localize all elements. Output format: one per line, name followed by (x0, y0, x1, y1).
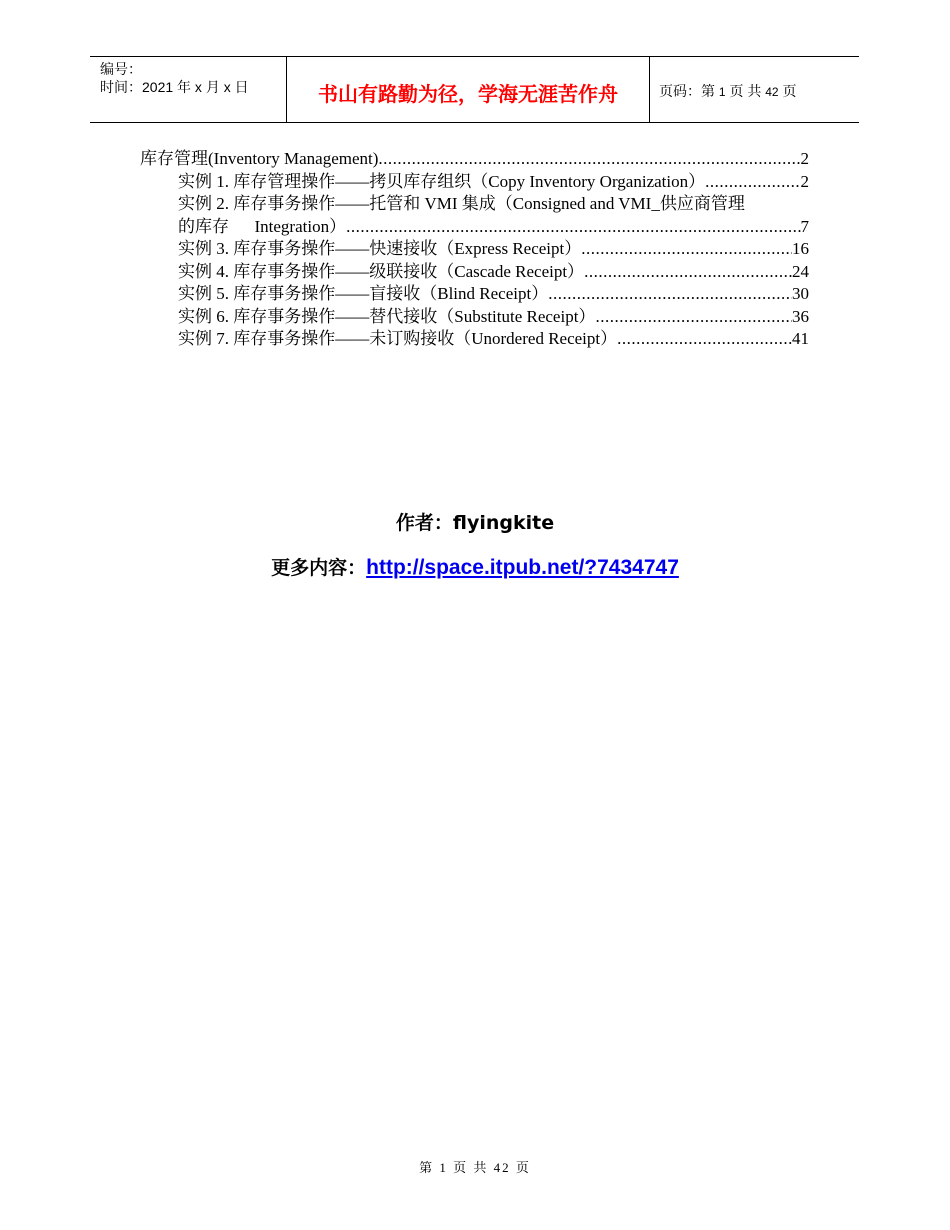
header-page-end: 页 (782, 83, 797, 99)
toc-entry[interactable] (178, 324, 809, 346)
header-top-rule (90, 56, 859, 57)
toc-entry-title: 实例 7. 库存事务操作——未订购接收（Unordered Receipt） (178, 329, 618, 348)
toc-entry-title: 实例 1. 库存管理操作——拷贝库存组织（Copy Inventory Organization） (178, 172, 706, 191)
toc-entry-title: 的库存 Integration） (178, 217, 347, 236)
page-footer: 第 1 页 共 42 页 (419, 1160, 531, 1175)
header-page-counter (659, 81, 797, 101)
header-page-label: 页码：第 (659, 83, 715, 99)
header-time-label: 时间：2021 年 x 月 x 日 (100, 79, 249, 95)
header-page-current: 1 (718, 85, 726, 99)
toc-entry-title: 实例 4. 库存事务操作——级联接收（Cascade Receipt） (178, 262, 585, 281)
toc-entry[interactable] (178, 234, 809, 256)
header-number-label: 编号： (100, 61, 142, 77)
more-content-line (0, 553, 950, 580)
toc-entry-page: 7 (800, 217, 809, 236)
toc-entry[interactable] (178, 257, 809, 279)
toc-leader-dots (617, 329, 792, 349)
toc-entry[interactable] (178, 279, 809, 301)
header-bottom-rule (90, 122, 859, 123)
toc-entry-page: 2 (800, 149, 809, 168)
toc-entry-page: 41 (792, 329, 809, 348)
toc-leader-dots (548, 284, 792, 304)
toc-entry-page: 36 (792, 307, 809, 326)
header-divider-right (649, 56, 650, 123)
toc-entry-page: 30 (792, 284, 809, 303)
toc-entry-title: 实例 6. 库存事务操作——替代接收（Substitute Receipt） (178, 307, 596, 326)
toc-entry[interactable] (178, 302, 809, 324)
header-motto: 书山有路勤为径，学海无涯苦作舟 (318, 82, 618, 106)
author-line: 作者：flyingkite (395, 512, 555, 534)
toc-entry[interactable] (140, 144, 809, 166)
more-content-label: 更多内容： (271, 557, 367, 579)
toc-entry-page: 24 (792, 262, 809, 281)
toc-leader-dots (378, 149, 800, 169)
header-page-total: 42 (765, 85, 779, 99)
toc-entry-title: 库存管理(Inventory Management) (140, 149, 379, 168)
toc-entry[interactable] (178, 189, 809, 211)
header-info (100, 60, 249, 96)
toc-entry[interactable] (178, 167, 809, 189)
toc-entry-page: 2 (800, 172, 809, 191)
toc-entry-title: 实例 3. 库存事务操作——快速接收（Express Receipt） (178, 239, 582, 258)
toc-entry-continued[interactable] (178, 212, 809, 234)
toc-leader-dots (581, 239, 792, 259)
toc-entry-title: 实例 5. 库存事务操作——盲接收（Blind Receipt） (178, 284, 549, 303)
toc-entry-page: 16 (792, 239, 809, 258)
toc-entry-title: 实例 2. 库存事务操作——托管和 VMI 集成（Consigned and VMI_供应商管理 (178, 194, 745, 213)
header-page-mid: 页 共 (729, 83, 762, 99)
more-content-link[interactable]: http://space.itpub.net/?7434747 (366, 556, 679, 579)
